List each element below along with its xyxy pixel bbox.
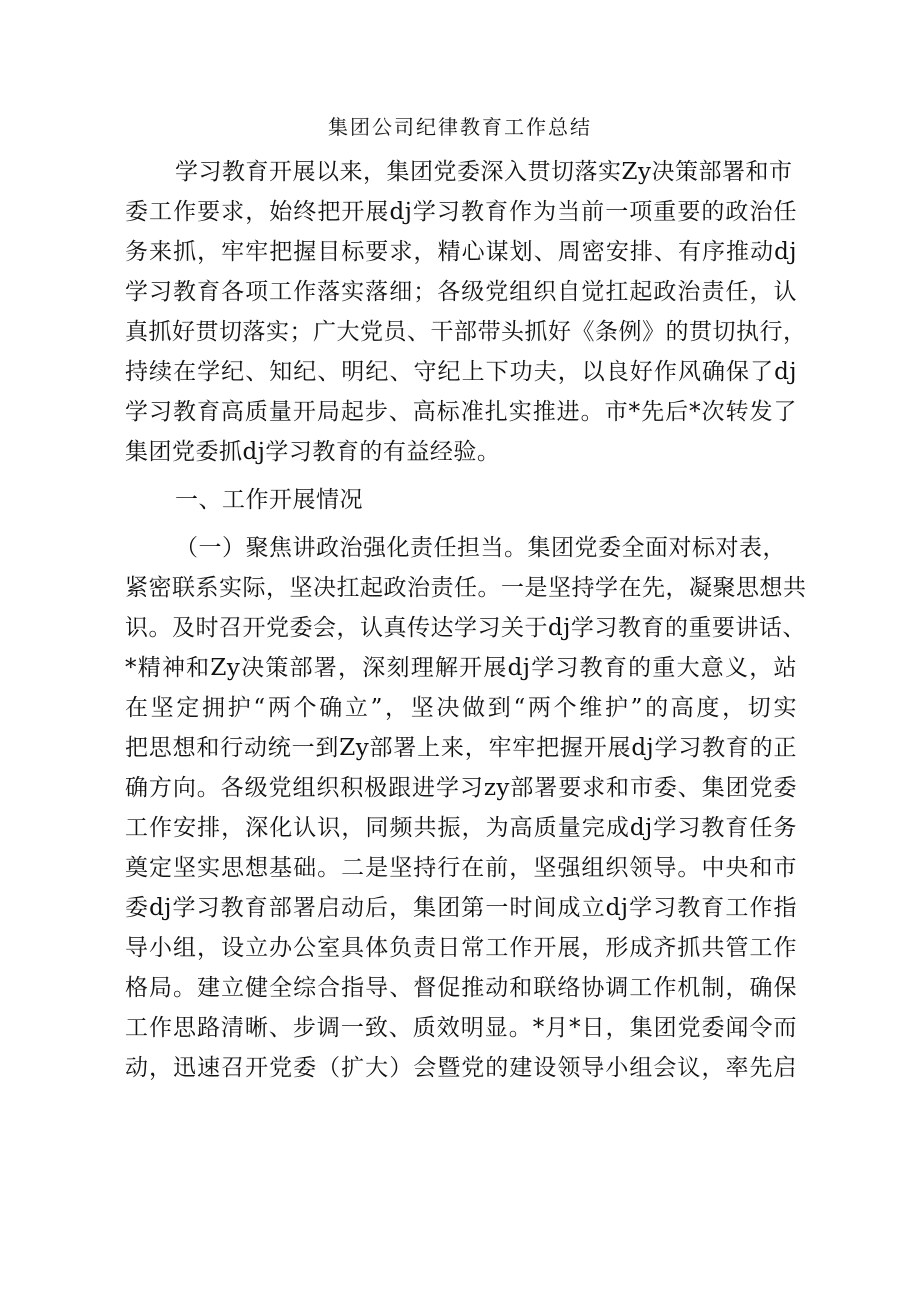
paragraph-line: 学习教育各项工作落实落细；各级党组织自觉扛起政治责任，认 bbox=[125, 279, 797, 305]
document-body bbox=[125, 152, 807, 1088]
document-title: 集团公司纪律教育工作总结 bbox=[328, 115, 592, 139]
paragraph-line: 委工作要求，始终把开展dj学习教育作为当前一项重要的政治任 bbox=[125, 199, 797, 225]
paragraph-line: 导小组，设立办公室具体负责日常工作开展，形成齐抓共管工作 bbox=[125, 935, 797, 961]
paragraph-line: 务来抓，牢牢把握目标要求，精心谋划、周密安排、有序推动dj bbox=[125, 239, 797, 265]
paragraph-line: 工作安排，深化认识，同频共振，为高质量完成dj学习教育任务 bbox=[125, 815, 797, 841]
paragraph-line: 真抓好贯切落实；广大党员、干部带头抓好《条例》的贯切执行， bbox=[125, 319, 807, 345]
paragraph-line: *精神和Zy决策部署，深刻理解开展dj学习教育的重大意义，站 bbox=[125, 655, 797, 681]
paragraph-line: 紧密联系实际，坚决扛起政治责任。一是坚持学在先，凝聚思想共 bbox=[125, 575, 807, 601]
paragraph-line: 工作思路清晰、步调一致、质效明显。*月*日，集团党委闻令而 bbox=[125, 1015, 797, 1041]
paragraph-line: 集团党委抓dj学习教育的有益经验。 bbox=[125, 439, 501, 465]
paragraph-line: 奠定坚实思想基础。二是坚持行在前，坚强组织领导。中央和市 bbox=[125, 855, 797, 881]
paragraph-line: 学习教育开展以来，集团党委深入贯切落实Zy决策部署和市 bbox=[175, 159, 793, 185]
paragraph-line: 动，迅速召开党委（扩大）会暨党的建设领导小组会议，率先启 bbox=[125, 1055, 797, 1081]
paragraph-line: 持续在学纪、知纪、明纪、守纪上下功夫，以良好作风确保了dj bbox=[125, 359, 797, 385]
paragraph-line: 把思想和行动统一到Zy部署上来，牢牢把握开展dj学习教育的正 bbox=[125, 735, 797, 761]
paragraph-line: 格局。建立健全综合指导、督促推动和联络协调工作机制，确保 bbox=[125, 975, 797, 1001]
paragraph-line: 学习教育高质量开局起步、高标准扎实推进。市*先后*次转发了 bbox=[125, 399, 797, 425]
section-heading: 一、工作开展情况 bbox=[175, 487, 363, 513]
paragraph-line: （一）聚焦讲政治强化责任担当。集团党委全面对标对表， bbox=[175, 535, 786, 561]
paragraph-line: 委dj学习教育部署启动后，集团第一时间成立dj学习教育工作指 bbox=[125, 895, 797, 921]
paragraph-line: 确方向。各级党组织积极跟进学习zy部署要求和市委、集团党委 bbox=[125, 775, 797, 801]
paragraph-line: 识。及时召开党委会，认真传达学习关于dj学习教育的重要讲话、 bbox=[125, 615, 806, 641]
paragraph-line: 在坚定拥护“两个确立”，坚决做到“两个维护”的高度，切实 bbox=[125, 695, 797, 721]
